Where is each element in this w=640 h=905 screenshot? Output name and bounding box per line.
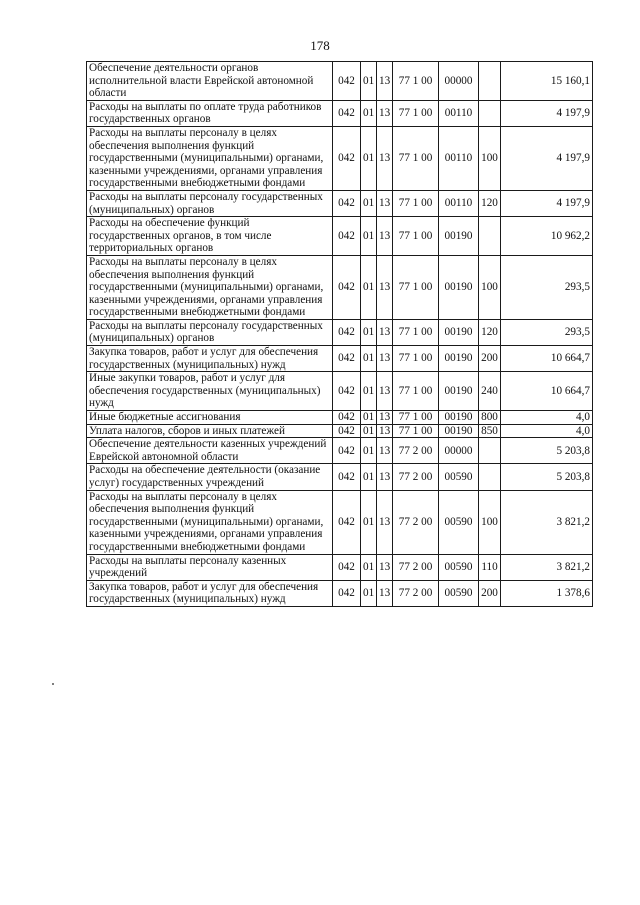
amount-cell: 5 203,8 xyxy=(501,438,593,464)
section-code-cell: 01 xyxy=(361,424,377,438)
table-row xyxy=(87,255,593,319)
subsection-code-cell: 13 xyxy=(377,190,393,216)
direction-code-cell: 00000 xyxy=(439,62,479,101)
program-code-cell: 77 2 00 xyxy=(393,464,439,490)
glava-code-cell: 042 xyxy=(333,319,361,345)
row-name-cell: Расходы на выплаты персоналу государственных (муниципальных) органов xyxy=(87,319,333,345)
expense-type-cell xyxy=(479,217,501,256)
row-name-cell: Расходы на выплаты персоналу государственных (муниципальных) органов xyxy=(87,190,333,216)
direction-code-cell: 00110 xyxy=(439,126,479,190)
expense-type-cell xyxy=(479,464,501,490)
subsection-code-cell: 13 xyxy=(377,424,393,438)
expense-type-cell: 200 xyxy=(479,580,501,606)
direction-code-cell: 00190 xyxy=(439,255,479,319)
subsection-code-cell: 13 xyxy=(377,580,393,606)
direction-code-cell: 00110 xyxy=(439,190,479,216)
section-code-cell: 01 xyxy=(361,126,377,190)
direction-code-cell: 00190 xyxy=(439,372,479,411)
subsection-code-cell: 13 xyxy=(377,217,393,256)
program-code-cell: 77 1 00 xyxy=(393,62,439,101)
program-code-cell: 77 1 00 xyxy=(393,190,439,216)
expense-type-cell: 110 xyxy=(479,554,501,580)
row-name-cell: Расходы на выплаты персоналу казенных учреждений xyxy=(87,554,333,580)
subsection-code-cell: 13 xyxy=(377,438,393,464)
glava-code-cell: 042 xyxy=(333,424,361,438)
table-row xyxy=(87,62,593,101)
expense-type-cell: 850 xyxy=(479,424,501,438)
row-name-cell: Расходы на обеспечение деятельности (оказание услуг) государственных учреждений xyxy=(87,464,333,490)
program-code-cell: 77 1 00 xyxy=(393,319,439,345)
amount-cell: 3 821,2 xyxy=(501,554,593,580)
subsection-code-cell: 13 xyxy=(377,464,393,490)
expense-type-cell xyxy=(479,62,501,101)
page-number: 178 xyxy=(310,38,330,53)
table-row xyxy=(87,438,593,464)
section-code-cell: 01 xyxy=(361,554,377,580)
direction-code-cell: 00190 xyxy=(439,424,479,438)
table-row xyxy=(87,580,593,606)
table-row xyxy=(87,464,593,490)
direction-code-cell: 00190 xyxy=(439,217,479,256)
program-code-cell: 77 1 00 xyxy=(393,126,439,190)
glava-code-cell: 042 xyxy=(333,100,361,126)
glava-code-cell: 042 xyxy=(333,490,361,554)
program-code-cell: 77 2 00 xyxy=(393,580,439,606)
program-code-cell: 77 1 00 xyxy=(393,424,439,438)
table-row xyxy=(87,217,593,256)
glava-code-cell: 042 xyxy=(333,62,361,101)
table-row xyxy=(87,411,593,425)
direction-code-cell: 00590 xyxy=(439,464,479,490)
subsection-code-cell: 13 xyxy=(377,554,393,580)
subsection-code-cell: 13 xyxy=(377,319,393,345)
expense-type-cell: 120 xyxy=(479,319,501,345)
amount-cell: 5 203,8 xyxy=(501,464,593,490)
glava-code-cell: 042 xyxy=(333,255,361,319)
program-code-cell: 77 1 00 xyxy=(393,411,439,425)
amount-cell: 293,5 xyxy=(501,255,593,319)
section-code-cell: 01 xyxy=(361,217,377,256)
amount-cell: 4 197,9 xyxy=(501,100,593,126)
table-row xyxy=(87,346,593,372)
expense-type-cell: 100 xyxy=(479,490,501,554)
program-code-cell: 77 1 00 xyxy=(393,255,439,319)
row-name-cell: Расходы на выплаты персоналу в целях обеспечения выполнения функций государственными (муниципальными) органами, казенными учреждениями, органами управления государственными внебюджетными фондами xyxy=(87,255,333,319)
glava-code-cell: 042 xyxy=(333,126,361,190)
table-row xyxy=(87,126,593,190)
table-row xyxy=(87,554,593,580)
budget-table xyxy=(86,61,593,607)
row-name-cell: Закупка товаров, работ и услуг для обеспечения государственных (муниципальных) нужд xyxy=(87,346,333,372)
section-code-cell: 01 xyxy=(361,464,377,490)
subsection-code-cell: 13 xyxy=(377,372,393,411)
row-name-cell: Закупка товаров, работ и услуг для обеспечения государственных (муниципальных) нужд xyxy=(87,580,333,606)
table-row xyxy=(87,424,593,438)
glava-code-cell: 042 xyxy=(333,217,361,256)
row-name-cell: Расходы на выплаты персоналу в целях обеспечения выполнения функций государственными (муниципальными) органами, казенными учреждениями, органами управления государственными внебюджетными фондами xyxy=(87,490,333,554)
section-code-cell: 01 xyxy=(361,490,377,554)
glava-code-cell: 042 xyxy=(333,372,361,411)
subsection-code-cell: 13 xyxy=(377,490,393,554)
subsection-code-cell: 13 xyxy=(377,255,393,319)
program-code-cell: 77 1 00 xyxy=(393,217,439,256)
section-code-cell: 01 xyxy=(361,346,377,372)
table-row xyxy=(87,490,593,554)
expense-type-cell: 100 xyxy=(479,255,501,319)
amount-cell: 4 197,9 xyxy=(501,190,593,216)
direction-code-cell: 00000 xyxy=(439,438,479,464)
expense-type-cell: 100 xyxy=(479,126,501,190)
row-name-cell: Обеспечение деятельности казенных учреждений Еврейской автономной области xyxy=(87,438,333,464)
expense-type-cell xyxy=(479,100,501,126)
amount-cell: 4,0 xyxy=(501,411,593,425)
subsection-code-cell: 13 xyxy=(377,100,393,126)
subsection-code-cell: 13 xyxy=(377,346,393,372)
direction-code-cell: 00590 xyxy=(439,554,479,580)
glava-code-cell: 042 xyxy=(333,411,361,425)
budget-table-body xyxy=(87,62,593,607)
direction-code-cell: 00190 xyxy=(439,319,479,345)
section-code-cell: 01 xyxy=(361,100,377,126)
program-code-cell: 77 2 00 xyxy=(393,490,439,554)
amount-cell: 3 821,2 xyxy=(501,490,593,554)
expense-type-cell: 240 xyxy=(479,372,501,411)
amount-cell: 15 160,1 xyxy=(501,62,593,101)
table-row xyxy=(87,372,593,411)
row-name-cell: Расходы на выплаты персоналу в целях обеспечения выполнения функций государственными (муниципальными) органами, казенными учреждениями, органами управления государственными внебюджетными фондами xyxy=(87,126,333,190)
direction-code-cell: 00190 xyxy=(439,346,479,372)
section-code-cell: 01 xyxy=(361,319,377,345)
program-code-cell: 77 2 00 xyxy=(393,438,439,464)
section-code-cell: 01 xyxy=(361,411,377,425)
subsection-code-cell: 13 xyxy=(377,62,393,101)
expense-type-cell: 200 xyxy=(479,346,501,372)
program-code-cell: 77 1 00 xyxy=(393,346,439,372)
glava-code-cell: 042 xyxy=(333,190,361,216)
program-code-cell: 77 1 00 xyxy=(393,372,439,411)
amount-cell: 10 664,7 xyxy=(501,346,593,372)
row-name-cell: Расходы на обеспечение функций государственных органов, в том числе территориальных органов xyxy=(87,217,333,256)
amount-cell: 10 664,7 xyxy=(501,372,593,411)
program-code-cell: 77 1 00 xyxy=(393,100,439,126)
subsection-code-cell: 13 xyxy=(377,126,393,190)
section-code-cell: 01 xyxy=(361,372,377,411)
row-name-cell: Уплата налогов, сборов и иных платежей xyxy=(87,424,333,438)
table-row xyxy=(87,319,593,345)
direction-code-cell: 00590 xyxy=(439,490,479,554)
expense-type-cell xyxy=(479,438,501,464)
row-name-cell: Иные бюджетные ассигнования xyxy=(87,411,333,425)
amount-cell: 1 378,6 xyxy=(501,580,593,606)
amount-cell: 4,0 xyxy=(501,424,593,438)
direction-code-cell: 00590 xyxy=(439,580,479,606)
glava-code-cell: 042 xyxy=(333,438,361,464)
table-row xyxy=(87,190,593,216)
glava-code-cell: 042 xyxy=(333,554,361,580)
expense-type-cell: 800 xyxy=(479,411,501,425)
amount-cell: 293,5 xyxy=(501,319,593,345)
amount-cell: 4 197,9 xyxy=(501,126,593,190)
section-code-cell: 01 xyxy=(361,580,377,606)
section-code-cell: 01 xyxy=(361,62,377,101)
row-name-cell: Обеспечение деятельности органов исполнительной власти Еврейской автономной области xyxy=(87,62,333,101)
program-code-cell: 77 2 00 xyxy=(393,554,439,580)
glava-code-cell: 042 xyxy=(333,580,361,606)
glava-code-cell: 042 xyxy=(333,346,361,372)
table-row xyxy=(87,100,593,126)
section-code-cell: 01 xyxy=(361,190,377,216)
expense-type-cell: 120 xyxy=(479,190,501,216)
subsection-code-cell: 13 xyxy=(377,411,393,425)
section-code-cell: 01 xyxy=(361,438,377,464)
row-name-cell: Иные закупки товаров, работ и услуг для обеспечения государственных (муниципальных) нужд xyxy=(87,372,333,411)
amount-cell: 10 962,2 xyxy=(501,217,593,256)
glava-code-cell: 042 xyxy=(333,464,361,490)
scan-speck xyxy=(52,683,54,685)
direction-code-cell: 00190 xyxy=(439,411,479,425)
section-code-cell: 01 xyxy=(361,255,377,319)
row-name-cell: Расходы на выплаты по оплате труда работников государственных органов xyxy=(87,100,333,126)
direction-code-cell: 00110 xyxy=(439,100,479,126)
